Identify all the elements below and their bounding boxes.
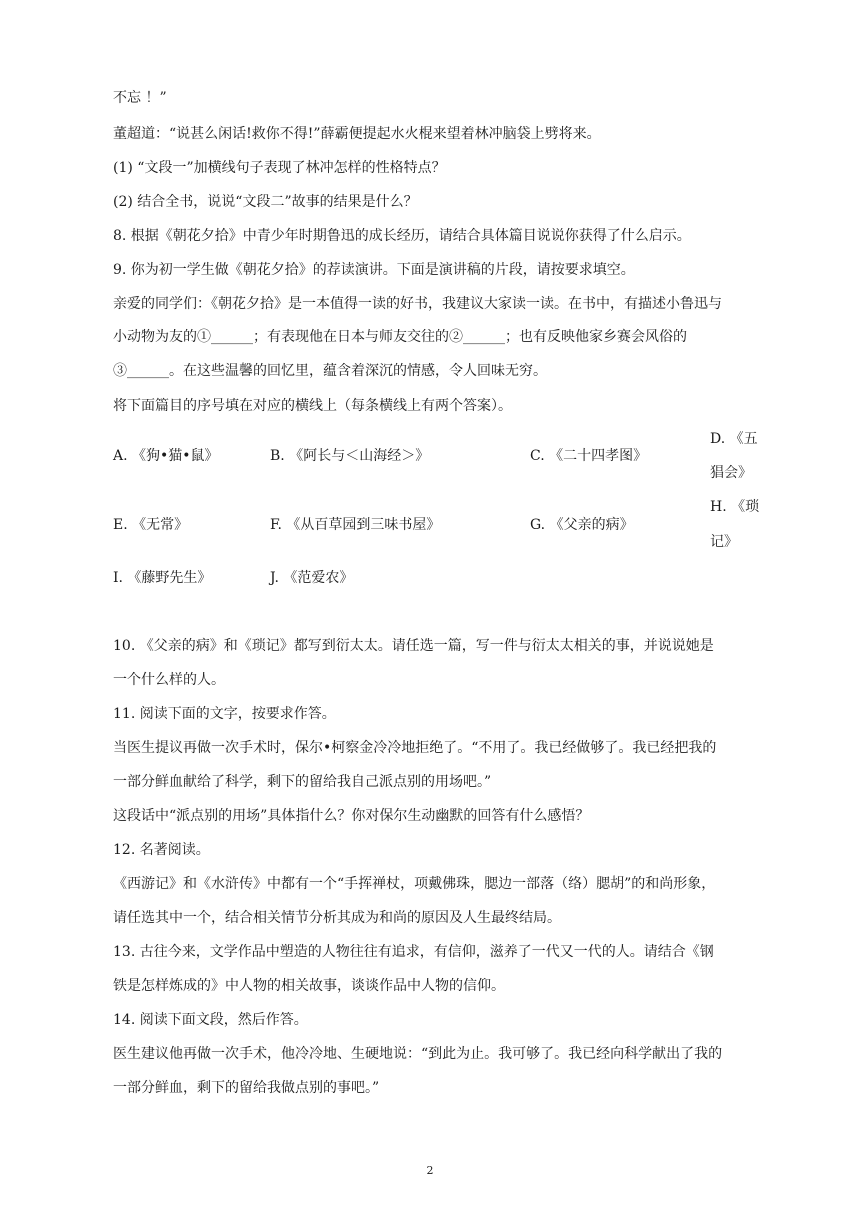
instruction-line: 将下面篇目的序号填在对应的横线上（每条横线上有两个答案）。: [113, 398, 512, 414]
option-h-cont: 记》: [710, 534, 738, 550]
option-d: D. 《五: [710, 431, 758, 447]
text-line: 医生建议他再做一次手术，他冷冷地、生硬地说：“到此为止。我可够了。我已经向科学献出了我的: [113, 1046, 723, 1062]
question-8: 8. 根据《朝花夕拾》中青少年时期鲁迅的成长经历，请结合具体篇目说说你获得了什么启示。: [113, 228, 691, 244]
question-13: 13. 古往今来，文学作品中塑造的人物往往有追求，有信仰，滋养了一代又一代的人。请结合《钢: [113, 944, 714, 960]
text-line: 铁是怎样炼成的》中人物的相关故事，谈谈作品中人物的信仰。: [113, 978, 505, 994]
option-b: B. 《阿长与＜山海经＞》: [270, 448, 430, 464]
text-line: 《西游记》和《水浒传》中都有一个“手挥禅杖，项戴佛珠，腮边一部落（络）腮胡”的和尚形象，: [113, 876, 716, 892]
option-f: F. 《从百草园到三味书屋》: [270, 517, 441, 533]
text-line: 一部分鲜血，剩下的留给我做点别的事吧。”: [113, 1080, 380, 1096]
question-10: 10. 《父亲的病》和《琐记》都写到衍太太。请任选一篇，写一件与衍太太相关的事，并说说她是: [113, 638, 714, 654]
text-line: 不忘 ！”: [113, 90, 167, 106]
question-line: (1) “文段一”加横线句子表现了林冲怎样的性格特点？: [113, 160, 446, 176]
option-e: E. 《无常》: [113, 517, 189, 533]
question-12: 12. 名著阅读。: [113, 842, 210, 858]
question-14: 14. 阅读下面文段，然后作答。: [113, 1012, 308, 1028]
text-line: 亲爱的同学们：《朝花夕拾》是一本值得一读的好书，我建议大家读一读。在书中，有描述小鲁迅与: [113, 296, 722, 312]
text-line: 当医生提议再做一次手术时，保尔•柯察金冷冷地拒绝了。“不用了。我已经做够了。我已经把我的: [113, 740, 717, 756]
text-line: 一个什么样的人。: [113, 672, 225, 688]
question-9: 9. 你为初一学生做《朝花夕拾》的荐读演讲。下面是演讲稿的片段，请按要求填空。: [113, 262, 635, 278]
option-i: I. 《藤野先生》: [113, 570, 212, 586]
text-line: ③______。在这些温馨的回忆里，蕴含着深沉的情感，令人回味无穷。: [113, 363, 547, 379]
option-a: A. 《狗•猫•鼠》: [113, 448, 219, 464]
text-line: 请任选其中一个，结合相关情节分析其成为和尚的原因及人生最终结局。: [113, 910, 561, 926]
option-d-cont: 猖会》: [710, 465, 752, 481]
option-j: J. 《范爱农》: [270, 570, 354, 586]
page-number: 2: [426, 1164, 434, 1177]
option-g: G. 《父亲的病》: [530, 517, 634, 533]
option-c: C. 《二十四孝图》: [530, 448, 648, 464]
text-line: 这段话中“派点别的用场”具体指什么？你对保尔生动幽默的回答有什么感悟？: [113, 808, 590, 824]
text-line: 小动物为友的①______；有表现他在日本与师友交往的②______；也有反映他家乡赛会风俗的: [113, 329, 687, 345]
option-h: H. 《琐: [710, 499, 760, 515]
text-line: 一部分鲜血献给了科学，剩下的留给我自己派点别的用场吧。”: [113, 774, 492, 790]
question-line: (2) 结合全书，说说“文段二”故事的结果是什么？: [113, 194, 418, 210]
text-line: 董超道：“说甚么闲话!救你不得!”薛霸便提起水火棍来望着林冲脑袋上劈将来。: [113, 126, 601, 142]
question-11: 11. 阅读下面的文字，按要求作答。: [113, 706, 336, 722]
